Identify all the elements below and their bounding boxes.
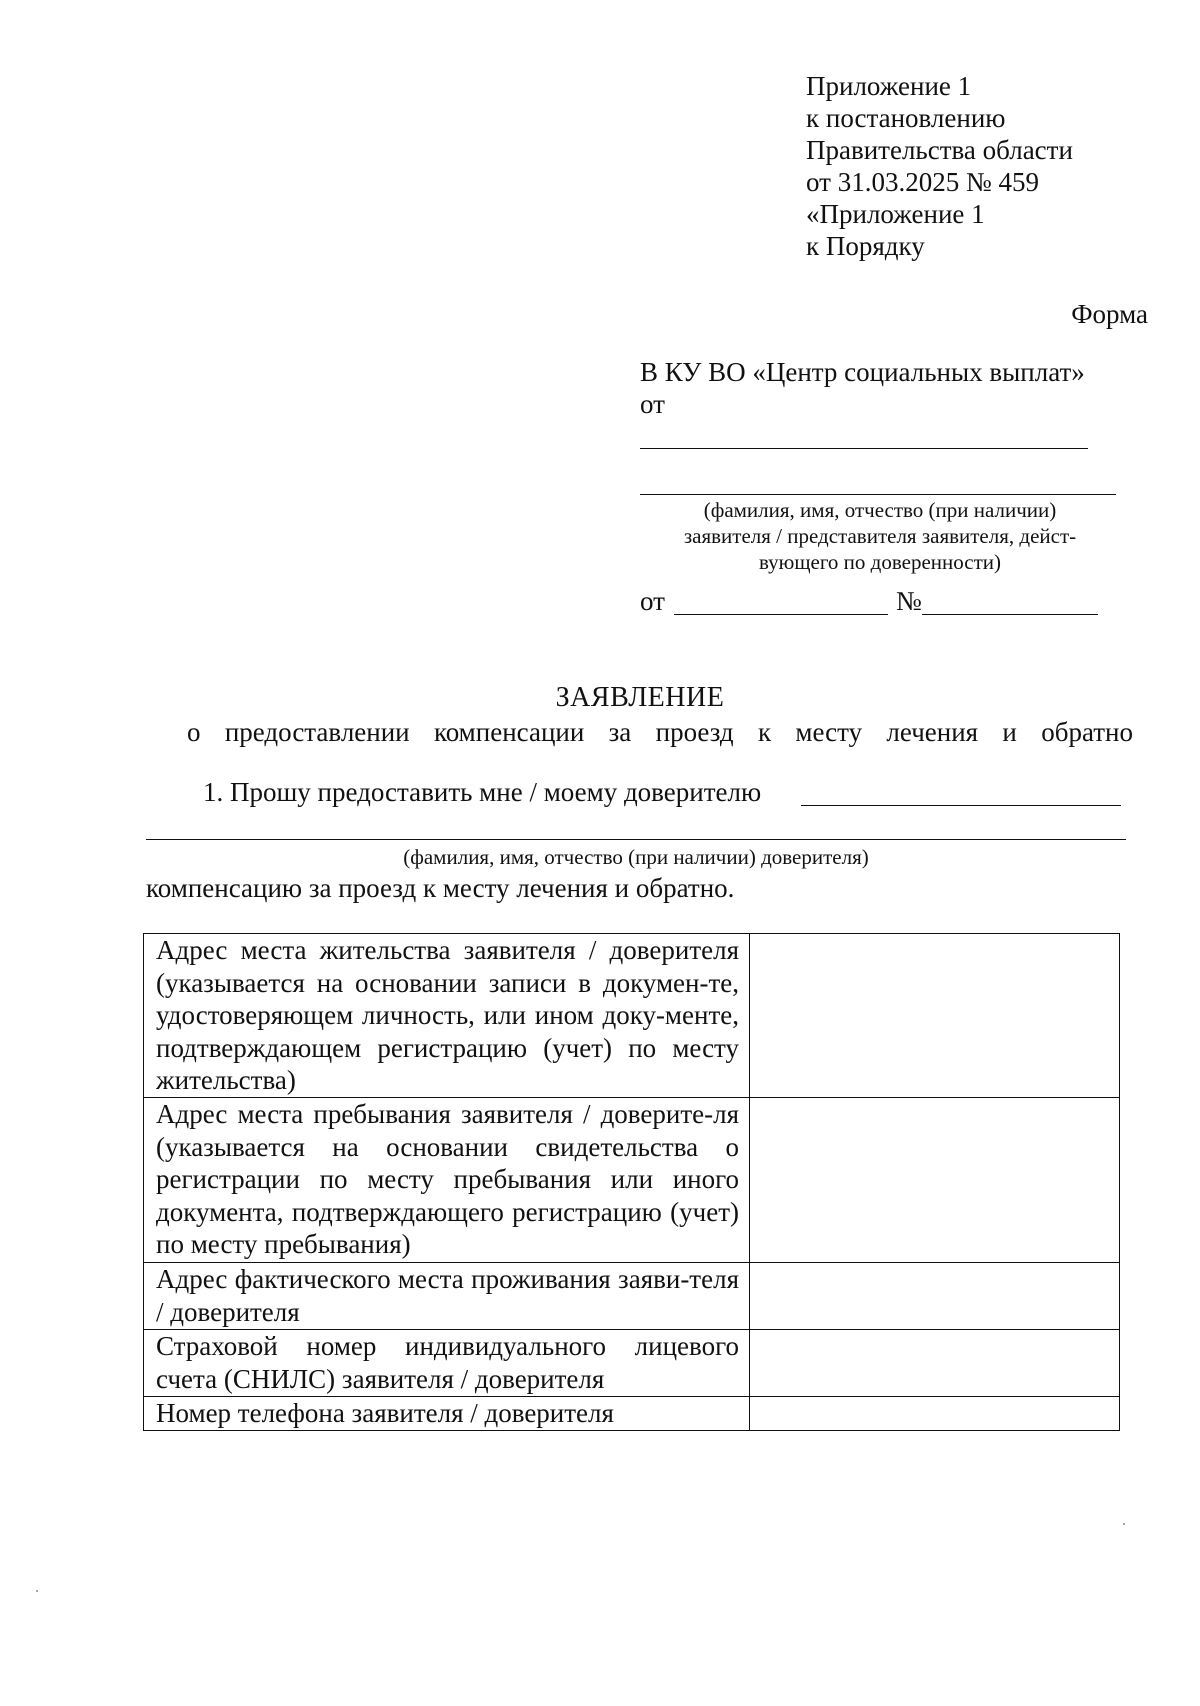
row-label-actual-address: Адрес фактического места проживания заяви-теля / доверителя bbox=[144, 1263, 750, 1330]
addressee-from-label: от bbox=[640, 389, 665, 419]
trustee-name-hint: (фамилия, имя, отчество (при наличии) доверителя) bbox=[403, 845, 869, 869]
row-label-snils: Страховой номер индивидуального лицевого счета (СНИЛС) заявителя / доверителя bbox=[144, 1330, 750, 1397]
approval-line: к постановлению bbox=[806, 103, 1006, 133]
row-value-stay-address[interactable] bbox=[750, 1098, 1120, 1263]
document-title: ЗАЯВЛЕНИЕ bbox=[555, 682, 725, 713]
scan-speck bbox=[1123, 1523, 1125, 1525]
approval-line: Правительства области bbox=[806, 135, 1073, 165]
date-field-line[interactable] bbox=[674, 614, 888, 615]
date-label: от bbox=[640, 586, 665, 616]
addressee-to: В КУ ВО «Центр социальных выплат» bbox=[640, 357, 1085, 387]
approval-line: к Порядку bbox=[806, 231, 925, 261]
table-row bbox=[144, 1263, 1120, 1330]
request-text: 1. Прошу предоставить мне / моему доверителю bbox=[203, 777, 762, 807]
table-row bbox=[144, 1098, 1120, 1263]
hint-line: вующего по доверенности) bbox=[758, 550, 1002, 574]
applicant-name-line-1[interactable] bbox=[640, 448, 1088, 449]
approval-line: Приложение 1 bbox=[806, 71, 972, 101]
row-value-actual-address[interactable] bbox=[750, 1263, 1120, 1330]
addressee-block bbox=[640, 356, 1120, 420]
row-label-phone: Номер телефона заявителя / доверителя bbox=[144, 1397, 750, 1431]
approval-line: от 31.03.2025 № 459 bbox=[806, 167, 1039, 197]
table-row bbox=[144, 1330, 1120, 1397]
trustee-name-line-1[interactable] bbox=[801, 805, 1121, 806]
scan-speck bbox=[36, 1590, 38, 1592]
number-label: № bbox=[896, 586, 922, 616]
row-value-phone[interactable] bbox=[750, 1397, 1120, 1431]
row-value-residence-address[interactable] bbox=[750, 934, 1120, 1098]
applicant-info-table bbox=[143, 933, 1120, 1431]
table-row bbox=[144, 1397, 1120, 1431]
document-subtitle: о предоставлении компенсации за проезд к месту лечения и обратно bbox=[187, 717, 1133, 747]
form-label: Форма bbox=[1071, 299, 1148, 329]
trustee-name-line-2[interactable] bbox=[146, 839, 1126, 840]
row-value-snils[interactable] bbox=[750, 1330, 1120, 1397]
table-row bbox=[144, 934, 1120, 1098]
number-field-line[interactable] bbox=[922, 614, 1098, 615]
hint-line: (фамилия, имя, отчество (при наличии) bbox=[703, 498, 1057, 522]
approval-line: «Приложение 1 bbox=[806, 199, 985, 229]
row-label-stay-address: Адрес места пребывания заявителя / доверите-ля (указывается на основании свидетельства о регистрации по месту пребывания или иного документа, подтверждающего регистрацию (учет) по месту пребывания) bbox=[144, 1098, 750, 1263]
applicant-name-line-2[interactable] bbox=[640, 494, 1116, 495]
compensation-text: компенсацию за проезд к месту лечения и обратно. bbox=[146, 873, 735, 903]
row-label-residence-address: Адрес места жительства заявителя / доверителя (указывается на основании записи в докумен-те, удостоверяющем личность, или ином доку-менте, подтверждающем регистрацию (учет) по месту жительства) bbox=[144, 934, 750, 1098]
hint-line: заявителя / представителя заявителя, дейст- bbox=[683, 524, 1077, 548]
applicant-name-hint bbox=[640, 497, 1120, 575]
approval-block bbox=[806, 70, 1073, 262]
